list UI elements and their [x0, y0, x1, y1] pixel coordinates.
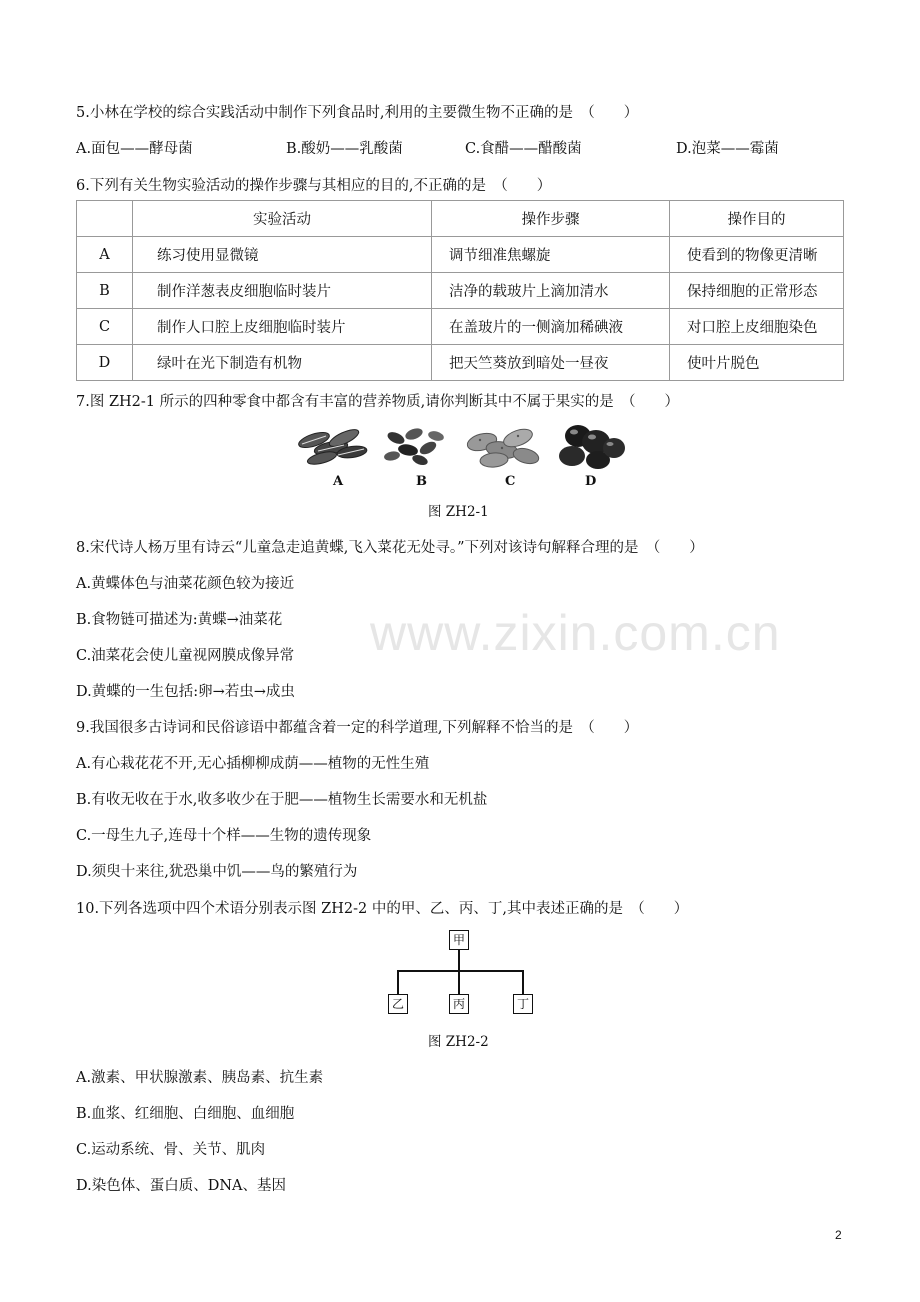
q10-option-b: B.血浆、红细胞、白细胞、血细胞 — [76, 1106, 295, 1122]
q6-cell: C — [77, 309, 133, 345]
q6-header-cell: 操作步骤 — [432, 201, 670, 237]
q10-stem: 10.下列各选项中四个术语分别表示图 ZH2-2 中的甲、乙、丙、丁,其中表述正确的是 （ ） — [76, 901, 689, 917]
q5-option-b: B.酸奶——乳酸菌 — [286, 141, 403, 157]
q6-cell: 把天竺葵放到暗处一昼夜 — [432, 345, 670, 381]
connector-line — [458, 950, 460, 970]
q5-stem: 5.小林在学校的综合实践活动中制作下列食品时,利用的主要微生物不正确的是 （ ） — [76, 105, 639, 121]
connector-line — [522, 970, 524, 994]
q6-header-cell: 操作目的 — [670, 201, 844, 237]
q8-option-b: B.食物链可描述为:黄蝶→油菜花 — [76, 612, 283, 628]
connector-line — [397, 970, 399, 994]
page-number: 2 — [835, 1228, 842, 1242]
q6-cell: 在盖玻片的一侧滴加稀碘液 — [432, 309, 670, 345]
node-ding: 丁 — [513, 994, 533, 1014]
node-yi: 乙 — [388, 994, 408, 1014]
q8-option-d: D.黄蝶的一生包括:卵→若虫→成虫 — [76, 684, 295, 700]
sunflower-seeds-image — [297, 426, 368, 466]
black-beans-image — [559, 425, 625, 469]
q9-option-b: B.有收无收在于水,收多收少在于肥——植物生长需要水和无机盐 — [76, 792, 488, 808]
snack-figure — [296, 418, 626, 470]
node-jia: 甲 — [449, 930, 469, 950]
q9-stem: 9.我国很多古诗词和民俗谚语中都蕴含着一定的科学道理,下列解释不恰当的是 （ ） — [76, 720, 639, 736]
q6-cell: 绿叶在光下制造有机物 — [133, 345, 432, 381]
q6-cell: D — [77, 345, 133, 381]
q6-table-row — [77, 345, 844, 381]
q6-cell: 使看到的物像更清晰 — [670, 237, 844, 273]
q6-table — [76, 200, 844, 381]
q9-option-c: C.一母生九子,连母十个样——生物的遗传现象 — [76, 828, 372, 844]
q6-header-cell: 实验活动 — [133, 201, 432, 237]
q6-cell: 保持细胞的正常形态 — [670, 273, 844, 309]
q9-option-d: D.须臾十来往,犹恐巢中饥——鸟的繁殖行为 — [76, 864, 358, 880]
q6-header-cell — [77, 201, 133, 237]
q5-option-c: C.食醋——醋酸菌 — [465, 141, 582, 157]
q6-table-row — [77, 309, 844, 345]
peanuts-image — [465, 426, 540, 468]
q6-cell: 制作人口腔上皮细胞临时装片 — [133, 309, 432, 345]
watermark: www.zixin.com.cn — [370, 605, 781, 661]
q5-option-d: D.泡菜——霉菌 — [676, 141, 779, 157]
q7-stem: 7.图 ZH2-1 所示的四种零食中都含有丰富的营养物质,请你判断其中不属于果实的是 （ ） — [76, 394, 679, 410]
q6-cell: B — [77, 273, 133, 309]
q6-table-header — [77, 201, 844, 237]
q6-cell: 洁净的载玻片上滴加清水 — [432, 273, 670, 309]
q6-cell: A — [77, 237, 133, 273]
q6-table-row — [77, 237, 844, 273]
q9-option-a: A.有心栽花花不开,无心插柳柳成荫——植物的无性生殖 — [76, 756, 430, 772]
figure-label-c: C — [505, 474, 516, 489]
q6-cell: 练习使用显微镜 — [133, 237, 432, 273]
q8-option-c: C.油菜花会使儿童视网膜成像异常 — [76, 648, 295, 664]
q6-cell: 调节细准焦螺旋 — [432, 237, 670, 273]
q10-option-d: D.染色体、蛋白质、DNA、基因 — [76, 1178, 287, 1194]
q10-option-a: A.激素、甲状腺激素、胰岛素、抗生素 — [76, 1070, 324, 1086]
connector-line — [397, 970, 523, 972]
q6-cell: 制作洋葱表皮细胞临时装片 — [133, 273, 432, 309]
node-bing: 丙 — [449, 994, 469, 1014]
figure-label-b: B — [416, 474, 427, 489]
q8-option-a: A.黄蝶体色与油菜花颜色较为接近 — [76, 576, 295, 592]
q6-cell: 使叶片脱色 — [670, 345, 844, 381]
q5-option-a: A.面包——酵母菌 — [76, 141, 193, 157]
watermelon-seeds-image — [383, 426, 445, 467]
figure-label-a: A — [333, 474, 344, 489]
q10-option-c: C.运动系统、骨、关节、肌肉 — [76, 1142, 266, 1158]
figure-label-d: D — [585, 474, 597, 489]
figure-caption-zh2-2: 图 ZH2-2 — [428, 1034, 489, 1050]
connector-line — [458, 970, 460, 994]
figure-caption-zh2-1: 图 ZH2-1 — [428, 504, 489, 520]
q8-stem: 8.宋代诗人杨万里有诗云“儿童急走追黄蝶,飞入菜花无处寻。”下列对该诗句解释合理的是 （ ） — [76, 540, 704, 556]
q6-stem: 6.下列有关生物实验活动的操作步骤与其相应的目的,不正确的是 （ ） — [76, 178, 552, 194]
q6-cell: 对口腔上皮细胞染色 — [670, 309, 844, 345]
q6-table-row — [77, 273, 844, 309]
